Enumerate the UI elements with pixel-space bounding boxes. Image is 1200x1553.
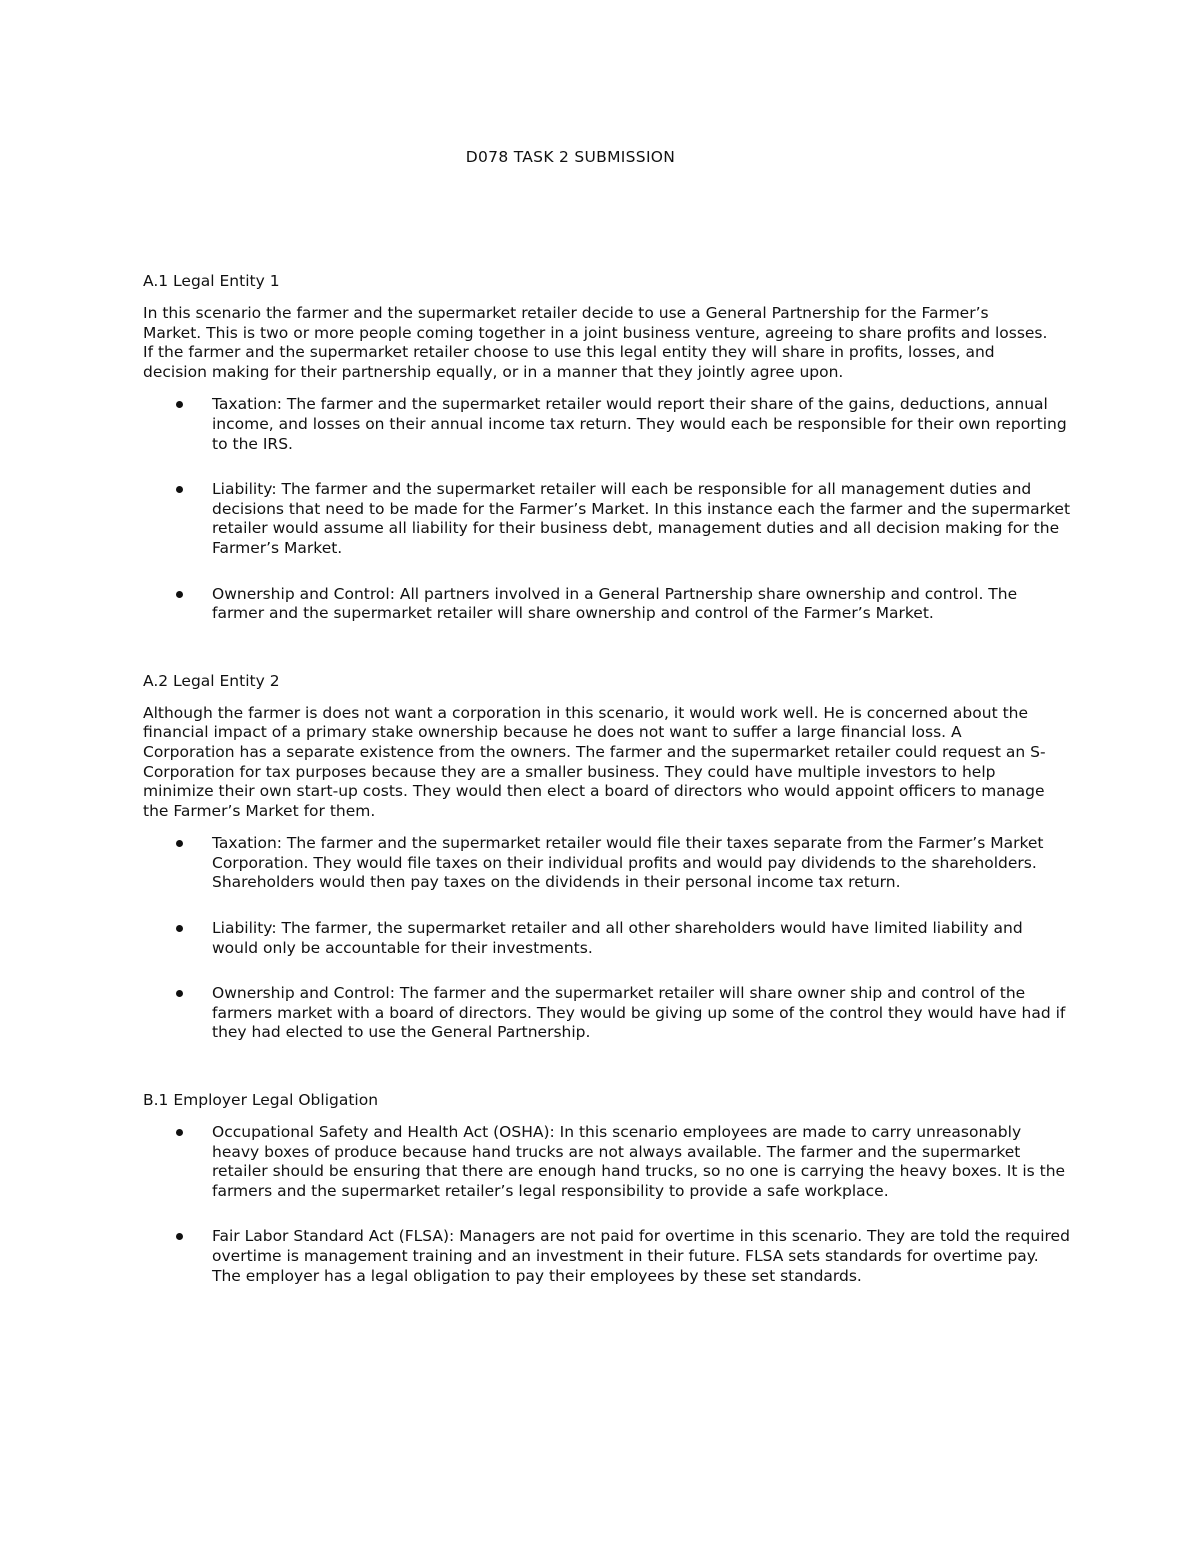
bullet-item: [143, 1123, 1072, 1201]
bullet-list-a2: [143, 834, 1078, 1043]
document-body: [143, 271, 1078, 1286]
section-paragraph-a2: Although the farmer is does not want a corporation in this scenario, it would work well. He is concerned about the financial impact of a primary stake ownership because he does not want to suffer a large financial loss. A Corporation has a separate existence from the owners. The farmer and the supermarket retailer could request an S-Corporation for tax purposes because they are a smaller business. They could have multiple investors to help minimize their own start-up costs. They would then elect a board of directors who would appoint officers to manage the Farmer’s Market for them.: [143, 703, 1046, 820]
section-heading-a1: A.1 Legal Entity 1: [143, 272, 280, 290]
bullet-text: Taxation: The farmer and the supermarket retailer would report their share of the gains, deductions, annual income, and losses on their annual income tax return. They would each be responsible for their own reporting to the IRS.: [212, 395, 1067, 453]
document-title: D078 TASK 2 SUBMISSION: [465, 148, 676, 166]
bullet-item: [143, 1227, 1072, 1286]
bullet-icon: [176, 591, 183, 598]
bullet-text: Taxation: The farmer and the supermarket retailer would file their taxes separate from the Farmer’s Market Corporation. They would file taxes on their individual profits and would pay dividends to the shareholders. Shareholders would then pay taxes on the dividends in their personal income tax return.: [212, 834, 1044, 892]
bullet-icon: [176, 401, 183, 408]
bullet-text: Ownership and Control: The farmer and the supermarket retailer will share owner ship and control of the farmers market with a board of directors. They would be giving up some of the control they would have had if they had elected to use the General Partnership.: [212, 984, 1066, 1042]
bullet-icon: [176, 925, 183, 932]
section-paragraph-a1: In this scenario the farmer and the supermarket retailer decide to use a General Partnership for the Farmer’s Market. This is two or more people coming together in a joint business venture, agreeing to share profits and losses. If the farmer and the supermarket retailer choose to use this legal entity they will share in profits, losses, and decision making for their partnership equally, or in a manner that they jointly agree upon.: [143, 304, 1048, 381]
bullet-icon: [176, 1129, 183, 1136]
bullet-list-a1: [143, 395, 1078, 623]
bullet-text: Fair Labor Standard Act (FLSA): Managers are not paid for overtime in this scenario. They are told the required overtime is management training and an investment in their future. FLSA sets standards for overtime pay. The employer has a legal obligation to pay their employees by these set standards.: [212, 1227, 1070, 1285]
bullet-list-b1: [143, 1123, 1078, 1286]
bullet-icon: [176, 1233, 183, 1240]
bullet-text: Liability: The farmer and the supermarket retailer will each be responsible for all management duties and decisions that need to be made for the Farmer’s Market. In this instance each the farmer and the supermarket retailer would assume all liability for their business debt, management duties and all decision making for the Farmer’s Market.: [212, 480, 1071, 557]
bullet-text: Occupational Safety and Health Act (OSHA): In this scenario employees are made to carry unreasonably heavy boxes of produce because hand trucks are not always available. The farmer and the supermarket retailer should be ensuring that there are enough hand trucks, so no one is carrying the heavy boxes. It is the farmers and the supermarket retailer’s legal responsibility to provide a safe workplace.: [212, 1123, 1066, 1200]
bullet-text: Ownership and Control: All partners involved in a General Partnership share ownership and control. The farmer and the supermarket retailer will share ownership and control of the Farmer’s Market.: [212, 584, 1018, 623]
bullet-item: [143, 984, 1072, 1043]
bullet-item: [143, 919, 1072, 958]
bullet-item: [143, 585, 1072, 624]
bullet-icon: [176, 840, 183, 847]
bullet-icon: [176, 990, 183, 997]
bullet-item: [143, 480, 1072, 558]
section-heading-a2: A.2 Legal Entity 2: [143, 671, 280, 690]
section-heading-b1: B.1 Employer Legal Obligation: [143, 1091, 379, 1110]
document-page: [143, 0, 1078, 1553]
bullet-item: [143, 834, 1072, 893]
bullet-icon: [176, 486, 183, 493]
bullet-text: Liability: The farmer, the supermarket retailer and all other shareholders would have limited liability and would only be accountable for their investments.: [212, 919, 1023, 957]
bullet-item: [143, 395, 1072, 454]
